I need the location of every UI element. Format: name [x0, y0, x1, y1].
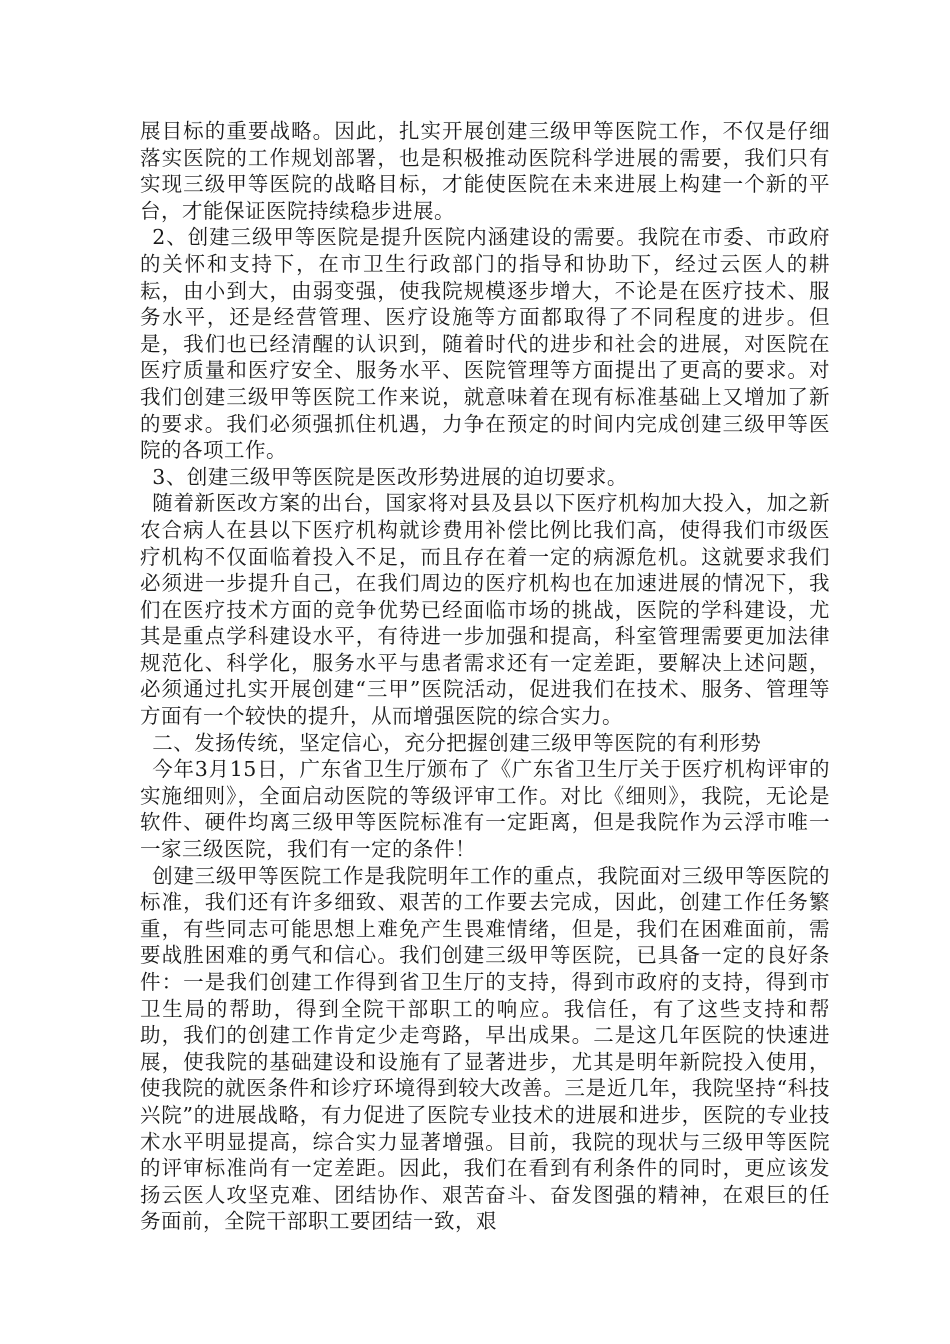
paragraph-6: 今年3月15日，广东省卫生厅颁布了《广东省卫生厅关于医疗机构评审的实施细则》，全面启动医院的等级评审工作。对比《细则》，我院，无论是软件、硬件均离三级甲等医院标准有一定距离，但是我院作为云浮市唯一一家三级医院，我们有一定的条件！: [140, 757, 830, 862]
paragraph-7: 创建三级甲等医院工作是我院明年工作的重点，我院面对三级甲等医院的标准，我们还有许多细致、艰苦的工作要去完成，因此，创建工作任务繁重，有些同志可能思想上难免产生畏难情绪，但是，我们在困难面前，需要战胜困难的勇气和信心。我们创建三级甲等医院，已具备一定的良好条件：一是我们创建工作得到省卫生厅的支持，得到市政府的支持，得到市卫生局的帮助，得到全院干部职工的响应。我信任，有了这些支持和帮助，我们的创建工作肯定少走弯路，早出成果。二是这几年医院的快速进展，使我院的基础建设和设施有了显著进步，尤其是明年新院投入使用，使我院的就医条件和诊疗环境得到较大改善。三是近几年，我院坚持“科技兴院”的进展战略，有力促进了医院专业技术的进展和进步，医院的专业技术水平明显提高，综合实力显著增强。目前，我院的现状与三级甲等医院的评审标准尚有一定差距。因此，我们在看到有利条件的同时，更应该发扬云医人攻坚克难、团结协作、艰苦奋斗、奋发图强的精神，在艰巨的任务面前，全院干部职工要团结一致，艰: [140, 863, 830, 1234]
document-body: [140, 118, 830, 1235]
paragraph-3: 3、创建三级甲等医院是医改形势进展的迫切要求。: [152, 464, 628, 489]
paragraph-2: 2、创建三级甲等医院是提升医院内涵建设的需要。我院在市委、市政府的关怀和支持下，在市卫生行政部门的指导和协助下，经过云医人的耕耘，由小到大，由弱变强，使我院规模逐步增大，不论是在医疗技术、服务水平，还是经营管理、医疗设施等方面都取得了不同程度的进步。但是，我们也已经清醒的认识到，随着时代的进步和社会的进展，对医院在医疗质量和医疗安全、服务水平、医院管理等方面提出了更高的要求。对我们创建三级甲等医院工作来说，就意味着在现有标准基础上又增加了新的要求。我们必须强抓住机遇，力争在预定的时间内完成创建三级甲等医院的各项工作。: [140, 225, 830, 463]
paragraph-4: 随着新医改方案的出台，国家将对县及县以下医疗机构加大投入，加之新农合病人在县以下医疗机构就诊费用补偿比例比我们高，使得我们市级医疗机构不仅面临着投入不足，而且存在着一定的病源危机。这就要求我们必须进一步提升自己，在我们周边的医疗机构也在加速进展的情况下，我们在医疗技术方面的竞争优势已经面临市场的挑战，医院的学科建设，尤其是重点学科建设水平，有待进一步加强和提高，科室管理需要更加法律规范化、科学化，服务水平与患者需求还有一定差距，要解决上述问题，必须通过扎实开展创建“三甲”医院活动，促进我们在技术、服务、管理等方面有一个较快的提升，从而增强医院的综合实力。: [140, 491, 830, 729]
section-heading: 二、发扬传统，坚定信心，充分把握创建三级甲等医院的有利形势: [152, 730, 762, 755]
paragraph-1: 展目标的重要战略。因此，扎实开展创建三级甲等医院工作，不仅是仔细落实医院的工作规划部署，也是积极推动医院科学进展的需要，我们只有实现三级甲等医院的战略目标，才能使医院在未来进展上构建一个新的平台，才能保证医院持续稳步进展。: [140, 119, 830, 223]
